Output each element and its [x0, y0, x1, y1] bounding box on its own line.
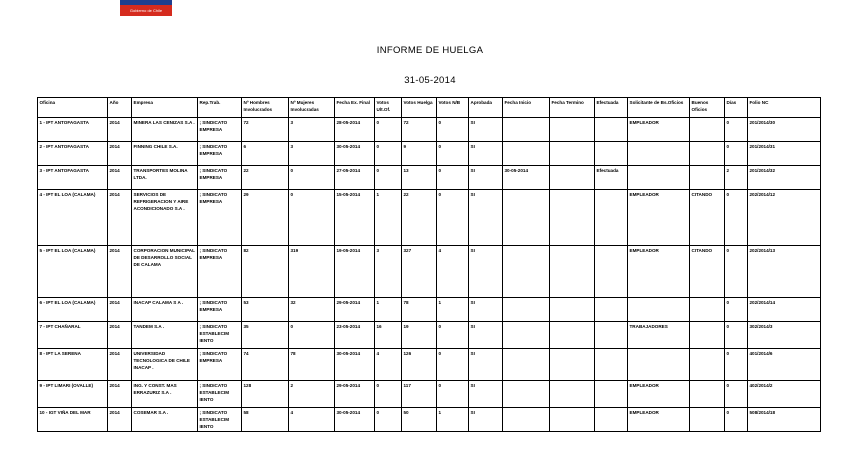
column-header: Fecha Termino [550, 98, 595, 118]
table-cell: SI [469, 142, 503, 166]
table-cell: ; SINDICATO EMPRESA [198, 349, 242, 381]
table-cell: EMPLEADOR [628, 118, 690, 142]
table-row [38, 349, 821, 381]
table-cell [628, 349, 690, 381]
table-cell: 74 [242, 349, 289, 381]
table-cell: 1 [375, 298, 402, 322]
table-cell [503, 190, 550, 246]
column-header: Nº Mujeres Involucradas [289, 98, 335, 118]
table-cell: 4 [289, 408, 335, 432]
column-header: Fecha Ex. Final [335, 98, 375, 118]
table-row [38, 118, 821, 142]
table-cell: 16 [375, 322, 402, 349]
table-cell [690, 408, 725, 432]
table-cell: 0 [375, 118, 402, 142]
table-cell: 82 [242, 246, 289, 298]
table-cell: 2014 [108, 166, 132, 190]
table-cell: 2014 [108, 190, 132, 246]
table-cell: 0 [375, 381, 402, 408]
table-cell: 23-05-2014 [335, 322, 375, 349]
table-row [38, 142, 821, 166]
table-cell: SI [469, 118, 503, 142]
table-cell: SI [469, 408, 503, 432]
table-cell [595, 408, 628, 432]
table-cell: 2 [289, 381, 335, 408]
table-cell [690, 322, 725, 349]
table-cell: 0 [725, 190, 748, 246]
table-cell: 9 - IPT LIMARI (OVALLE) [38, 381, 108, 408]
table-cell: 0 [289, 166, 335, 190]
table-cell: 22 [242, 166, 289, 190]
table-cell: 3 [375, 246, 402, 298]
table-cell: 2014 [108, 142, 132, 166]
table-cell [690, 166, 725, 190]
table-cell: EMPLEADOR [628, 381, 690, 408]
column-header: Empresa [132, 98, 198, 118]
table-cell [550, 246, 595, 298]
table-cell: 58 [242, 408, 289, 432]
table-cell: ; SINDICATO ESTABLECIM IENTO [198, 322, 242, 349]
table-cell: 0 [725, 246, 748, 298]
table-cell: SI [469, 246, 503, 298]
table-cell [595, 322, 628, 349]
table-cell [690, 349, 725, 381]
table-header-row [38, 98, 821, 118]
table-cell: 0 [725, 381, 748, 408]
table-cell: 35 [242, 322, 289, 349]
table-cell: ING. Y CONST. MAS ERRAZURIZ S.A . [132, 381, 198, 408]
table-row [38, 190, 821, 246]
table-cell: 2 - IPT ANTOFAGASTA [38, 142, 108, 166]
table-cell [550, 118, 595, 142]
table-cell: 4 [437, 246, 469, 298]
table-cell: 4 [375, 349, 402, 381]
table-cell: FINNING CHILE S.A. [132, 142, 198, 166]
table-cell: 30-05-2014 [503, 166, 550, 190]
table-cell: 0 [289, 190, 335, 246]
column-header: Efectuada [595, 98, 628, 118]
table-cell: 401/2014/6 [748, 349, 821, 381]
table-cell: 2 [725, 166, 748, 190]
column-header: Nº Hombres Involucrados [242, 98, 289, 118]
table-cell: ; SINDICATO EMPRESA [198, 298, 242, 322]
table-cell: COSEMAR S.A . [132, 408, 198, 432]
table-cell: 3 [289, 142, 335, 166]
table-cell: SI [469, 190, 503, 246]
strike-report-table [37, 97, 821, 432]
table-cell: 3 - IPT ANTOFAGASTA [38, 166, 108, 190]
table-cell: 1 - IPT ANTOFAGASTA [38, 118, 108, 142]
table-cell [503, 349, 550, 381]
table-cell [595, 381, 628, 408]
table-cell: 7 - IPT CHAÑARAL [38, 322, 108, 349]
table-cell: 2014 [108, 381, 132, 408]
table-cell: 0 [725, 322, 748, 349]
table-cell: 1 [437, 298, 469, 322]
table-cell [690, 118, 725, 142]
table-cell: ; SINDICATO EMPRESA [198, 142, 242, 166]
table-cell: 2014 [108, 322, 132, 349]
column-header: Votos N/B [437, 98, 469, 118]
table-cell: CITANDO [690, 190, 725, 246]
table-cell [503, 142, 550, 166]
table-cell [550, 408, 595, 432]
logo-text: Gobierno de Chile [129, 8, 163, 13]
table-cell: 327 [402, 246, 437, 298]
table-cell: 1 [437, 408, 469, 432]
column-header: Año [108, 98, 132, 118]
table-cell [595, 190, 628, 246]
table-cell: 53 [242, 298, 289, 322]
table-cell: 201/2014/31 [748, 142, 821, 166]
table-cell: 27-05-2014 [335, 166, 375, 190]
table-cell: SI [469, 298, 503, 322]
table-cell: 0 [725, 298, 748, 322]
table-cell [503, 322, 550, 349]
table-cell: 126 [402, 349, 437, 381]
table-cell [550, 322, 595, 349]
table-cell: 2014 [108, 349, 132, 381]
table-cell [628, 142, 690, 166]
table-cell: SI [469, 349, 503, 381]
gobierno-de-chile-logo [120, 0, 172, 16]
table-cell: 0 [437, 322, 469, 349]
table-cell: 6 - IPT EL LOA (CALAMA) [38, 298, 108, 322]
table-cell [503, 381, 550, 408]
table-cell [550, 381, 595, 408]
table-cell: 2014 [108, 408, 132, 432]
table-cell: 2014 [108, 298, 132, 322]
table-cell: 19-05-2014 [335, 246, 375, 298]
table-cell: 0 [437, 381, 469, 408]
table-cell: TRANSPORTES MOLINA LTDA. [132, 166, 198, 190]
table-cell: ; SINDICATO EMPRESA [198, 190, 242, 246]
table-cell [550, 166, 595, 190]
table-cell: 117 [402, 381, 437, 408]
table-cell: Efectuada [595, 166, 628, 190]
table-cell: 3 [289, 118, 335, 142]
table-row [38, 381, 821, 408]
table-cell: 2014 [108, 246, 132, 298]
table-cell: 32 [289, 298, 335, 322]
column-header: Votos Huelga [402, 98, 437, 118]
table-cell: 0 [437, 190, 469, 246]
table-cell: 508/2014/18 [748, 408, 821, 432]
column-header: Oficina [38, 98, 108, 118]
table-cell [690, 142, 725, 166]
table-cell: 5 - IPT EL LOA (CALAMA) [38, 246, 108, 298]
column-header: Días [725, 98, 748, 118]
table-cell: 202/2014/14 [748, 298, 821, 322]
table-cell: 29 [242, 190, 289, 246]
table-cell [550, 298, 595, 322]
table-cell [628, 298, 690, 322]
table-cell: 28-05-2014 [335, 118, 375, 142]
table-row [38, 408, 821, 432]
table-cell [595, 118, 628, 142]
table-cell: 9 [402, 142, 437, 166]
table-cell: 0 [725, 142, 748, 166]
report-date: 31-05-2014 [404, 75, 456, 86]
table-cell: 22 [402, 190, 437, 246]
table-cell: 128 [242, 381, 289, 408]
table-cell [690, 298, 725, 322]
table-cell: EMPLEADOR [628, 408, 690, 432]
table-cell: 202/2014/12 [748, 190, 821, 246]
table-cell: 15-05-2014 [335, 190, 375, 246]
table-cell: 0 [437, 142, 469, 166]
table-cell [550, 349, 595, 381]
table-row [38, 322, 821, 349]
table-row [38, 166, 821, 190]
table-cell: 0 [725, 408, 748, 432]
column-header: Fecha Inicio [503, 98, 550, 118]
table-cell: ; SINDICATO ESTABLECIM IENTO [198, 408, 242, 432]
column-header: Folio NC [748, 98, 821, 118]
table-cell: TRABAJADORES [628, 322, 690, 349]
table-cell [595, 142, 628, 166]
column-header: Solicitante de Bs.Oficios [628, 98, 690, 118]
table-cell [503, 298, 550, 322]
table-cell [595, 246, 628, 298]
table-cell: SI [469, 381, 503, 408]
table-cell: TANDEM S.A . [132, 322, 198, 349]
table-cell: 0 [725, 349, 748, 381]
table-row [38, 246, 821, 298]
table-cell: 0 [725, 118, 748, 142]
column-header: Aprobada [469, 98, 503, 118]
table-cell: 0 [375, 166, 402, 190]
table-cell: 30-05-2014 [335, 349, 375, 381]
table-cell: 29-05-2014 [335, 381, 375, 408]
table-cell: SI [469, 322, 503, 349]
table-cell: 201/2014/32 [748, 166, 821, 190]
table-cell: 2014 [108, 118, 132, 142]
table-cell: 10 - IGT VIÑA DEL MAR [38, 408, 108, 432]
table-cell: 4 - IPT EL LOA (CALAMA) [38, 190, 108, 246]
table-cell [503, 408, 550, 432]
table-cell: 0 [437, 166, 469, 190]
table-cell: 0 [437, 349, 469, 381]
table-cell: 0 [375, 142, 402, 166]
table-cell: 319 [289, 246, 335, 298]
table-cell: 78 [402, 298, 437, 322]
table-cell: 72 [242, 118, 289, 142]
table-cell: 30-05-2014 [335, 142, 375, 166]
table-cell: UNIVERSIDAD TECNOLOGICA DE CHILE INACAP . [132, 349, 198, 381]
table-cell: 0 [437, 118, 469, 142]
table-cell: ; SINDICATO EMPRESA [198, 246, 242, 298]
table-cell: 50 [402, 408, 437, 432]
table-cell: ; SINDICATO EMPRESA [198, 118, 242, 142]
table-cell [690, 381, 725, 408]
table-cell: 72 [402, 118, 437, 142]
table-cell: 302/2014/3 [748, 322, 821, 349]
table-cell: 78 [289, 349, 335, 381]
table-cell: 0 [375, 408, 402, 432]
table-cell: 402/2014/2 [748, 381, 821, 408]
table-cell [550, 142, 595, 166]
table-cell: ; SINDICATO EMPRESA [198, 166, 242, 190]
table-cell: CORPORACION MUNICIPAL DE DESARROLLO SOCIAL DE CALAMA [132, 246, 198, 298]
table-cell: 202/2014/13 [748, 246, 821, 298]
table-cell: SI [469, 166, 503, 190]
table-cell: 29-05-2014 [335, 298, 375, 322]
column-header: Votos Ult.Of. [375, 98, 402, 118]
table-cell: SERVICIOS DE REFRIGERACION Y AIRE ACONDICIONADO S.A . [132, 190, 198, 246]
table-cell: 19 [402, 322, 437, 349]
table-cell [595, 298, 628, 322]
table-cell: 6 [242, 142, 289, 166]
table-cell: 1 [375, 190, 402, 246]
table-cell: CITANDO [690, 246, 725, 298]
table-cell: ; SINDICATO ESTABLECIM IENTO [198, 381, 242, 408]
table-cell [503, 118, 550, 142]
table-cell [503, 246, 550, 298]
table-cell: INACAP CALAMA S A . [132, 298, 198, 322]
table-cell: 201/2014/30 [748, 118, 821, 142]
table-cell: EMPLEADOR [628, 190, 690, 246]
table-cell: MINERA LAS CENIZAS S.A . [132, 118, 198, 142]
table-cell [628, 166, 690, 190]
table-cell: 30-05-2014 [335, 408, 375, 432]
table-row [38, 298, 821, 322]
table-cell [595, 349, 628, 381]
table-cell: 8 - IPT LA SERENA [38, 349, 108, 381]
column-header: Rep.Trab. [198, 98, 242, 118]
table-cell [550, 190, 595, 246]
column-header: Buenos Oficios [690, 98, 725, 118]
table-cell: 13 [402, 166, 437, 190]
logo-red-band [120, 5, 172, 16]
report-title: INFORME DE HUELGA [376, 45, 484, 56]
table-cell: 0 [289, 322, 335, 349]
table-cell: EMPLEADOR [628, 246, 690, 298]
